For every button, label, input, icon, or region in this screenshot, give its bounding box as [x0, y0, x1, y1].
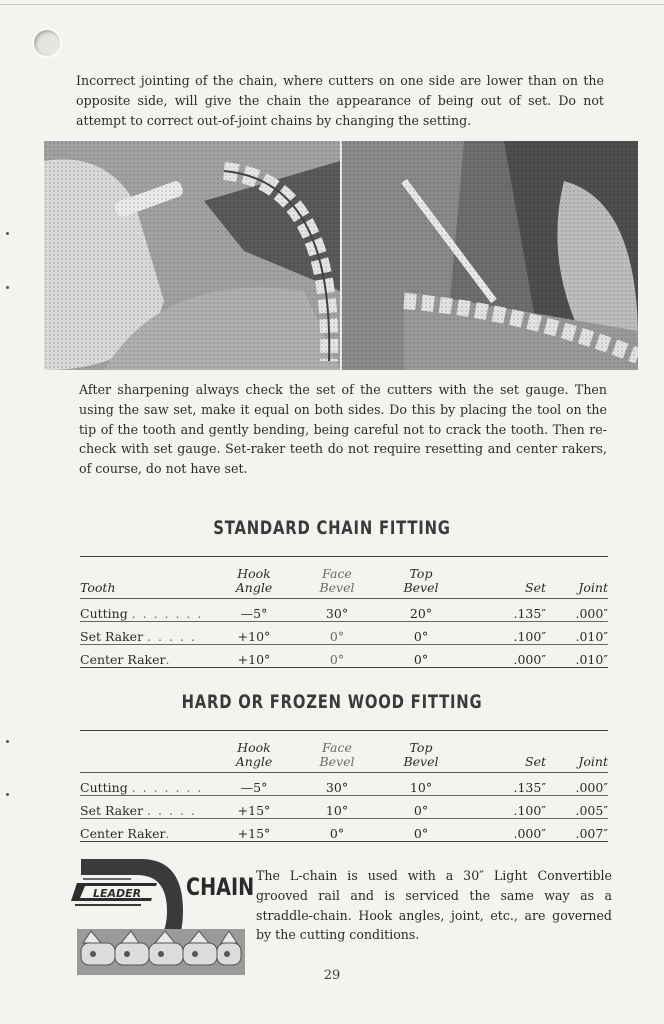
- tooth-cell: Cutting . . . . . . .: [80, 773, 230, 796]
- set-cell: .100″: [446, 622, 546, 645]
- col-header-face-bevel: Face Bevel: [278, 557, 396, 599]
- joint-cell: .010″: [546, 622, 608, 645]
- top-bevel-cell: 0°: [396, 645, 446, 668]
- col-header-hook-angle: Hook Angle: [230, 731, 278, 773]
- face-bevel-cell: 0°: [278, 622, 396, 645]
- binding-mark: [6, 793, 9, 796]
- col-header-set: Set: [446, 731, 546, 773]
- standard-fitting-table: [80, 556, 608, 668]
- logo-chain-word: CHAIN: [186, 873, 255, 901]
- joint-cell: .010″: [546, 645, 608, 668]
- hook-angle-cell: +10°: [230, 622, 278, 645]
- hard-wood-fitting-heading: HARD OR FROZEN WOOD FITTING: [181, 691, 483, 713]
- col-header-tooth: [80, 731, 230, 773]
- table-header-row: [80, 731, 608, 773]
- page-top-edge: [0, 4, 664, 5]
- top-bevel-cell: 20°: [396, 599, 446, 622]
- face-bevel-cell: 30°: [278, 773, 396, 796]
- face-bevel-cell: 0°: [278, 819, 396, 842]
- set-cell: .135″: [446, 599, 546, 622]
- chain-photo-illustration: [44, 141, 638, 370]
- set-cell: .000″: [446, 819, 546, 842]
- table-row: [80, 796, 608, 819]
- table-row: [80, 819, 608, 842]
- joint-cell: .000″: [546, 773, 608, 796]
- joint-cell: .000″: [546, 599, 608, 622]
- face-bevel-cell: 30°: [278, 599, 396, 622]
- col-header-top-bevel: Top Bevel: [396, 731, 446, 773]
- table-header-row: [80, 557, 608, 599]
- binding-mark: [6, 232, 9, 235]
- tooth-cell: Center Raker.: [80, 819, 230, 842]
- binding-mark: [6, 740, 9, 743]
- hard-wood-fitting-table: [80, 730, 608, 842]
- tooth-cell: Cutting . . . . . . .: [80, 599, 230, 622]
- binding-mark: [6, 286, 9, 289]
- col-header-tooth: Tooth: [80, 557, 230, 599]
- page-number: 29: [323, 968, 341, 983]
- col-header-joint: Joint: [546, 557, 608, 599]
- joint-cell: .005″: [546, 796, 608, 819]
- table-row: [80, 773, 608, 796]
- svg-text:LEADER: LEADER: [93, 887, 142, 900]
- face-bevel-cell: 0°: [278, 645, 396, 668]
- l-chain-paragraph: The L-chain is used with a 30″ Light Convertible grooved rail and is serviced the same way as a straddle-chain. Hook angles, joint, etc., are governed by the cutting conditions.: [256, 868, 612, 943]
- col-header-hook-angle: Hook Angle: [230, 557, 278, 599]
- intro-paragraph: Incorrect jointing of the chain, where cutters on one side are lower than on the opposite side, will give the chain the appearance of being out of set. Do not attempt to correct out-of-joint chains by changing the setting.: [76, 73, 604, 128]
- hook-angle-cell: +15°: [230, 796, 278, 819]
- joint-cell: .007″: [546, 819, 608, 842]
- col-header-set: Set: [446, 557, 546, 599]
- hook-angle-cell: —5°: [230, 599, 278, 622]
- face-bevel-cell: 10°: [278, 796, 396, 819]
- standard-fitting-heading: STANDARD CHAIN FITTING: [213, 517, 451, 539]
- top-bevel-cell: 0°: [396, 796, 446, 819]
- col-header-joint: Joint: [546, 731, 608, 773]
- tooth-cell: Set Raker . . . . .: [80, 622, 230, 645]
- table-row: [80, 622, 608, 645]
- set-cell: .100″: [446, 796, 546, 819]
- binding-hole: [34, 30, 60, 56]
- hook-angle-cell: —5°: [230, 773, 278, 796]
- set-gauge-paragraph: After sharpening always check the set of the cutters with the set gauge. Then using the saw set, make it equal on both sides. Do this by placing the tool on the tip of the tooth and gently bending, being careful not to crack the tooth. Then re-check with set gauge. Set-raker teeth do not require resetting and center rakers, of course, do not have set.: [79, 382, 607, 477]
- col-header-face-bevel: Face Bevel: [278, 731, 396, 773]
- top-bevel-cell: 0°: [396, 819, 446, 842]
- set-cell: .135″: [446, 773, 546, 796]
- table-row: [80, 599, 608, 622]
- hook-angle-cell: +10°: [230, 645, 278, 668]
- hook-angle-cell: +15°: [230, 819, 278, 842]
- sharpening-photo: [44, 141, 638, 370]
- table-row: [80, 645, 608, 668]
- top-bevel-cell: 0°: [396, 622, 446, 645]
- col-header-top-bevel: Top Bevel: [396, 557, 446, 599]
- tooth-cell: Center Raker.: [80, 645, 230, 668]
- set-cell: .000″: [446, 645, 546, 668]
- top-bevel-cell: 10°: [396, 773, 446, 796]
- tooth-cell: Set Raker . . . . .: [80, 796, 230, 819]
